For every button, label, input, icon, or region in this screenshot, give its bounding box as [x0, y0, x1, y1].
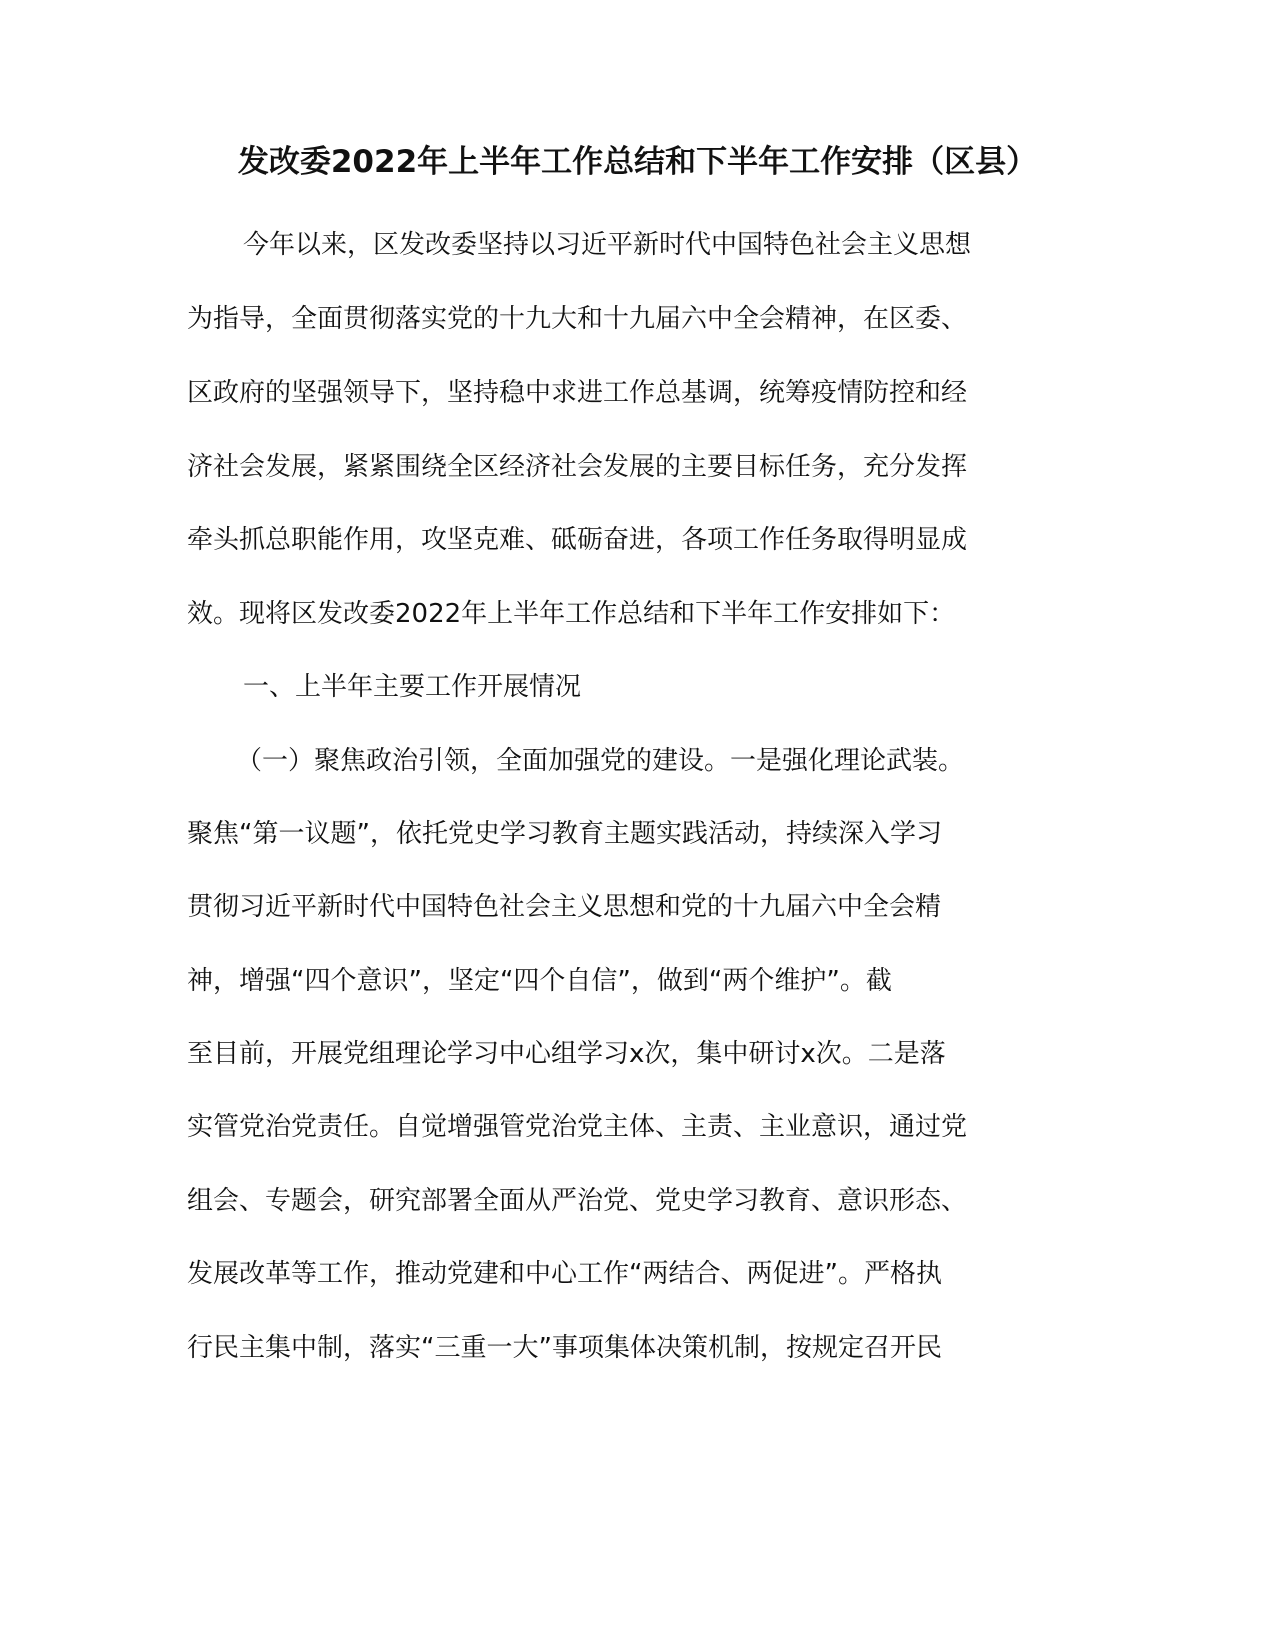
paragraph-line: 组会、专题会，研究部署全面从严治党、党史学习教育、意识形态、 [187, 1186, 968, 1216]
paragraph-line: 聚焦“第一议题”，依托党史学习教育主题实践活动，持续深入学习 [187, 819, 942, 849]
paragraph-line: 效。现将区发改委2022年上半年工作总结和下半年工作安排如下： [187, 599, 956, 629]
paragraph-line: 今年以来，区发改委坚持以习近平新时代中国特色社会主义思想 [243, 230, 972, 260]
document-title: 发改委2022年上半年工作总结和下半年工作安排（区县） [237, 144, 1038, 180]
paragraph-line: 牵头抓总职能作用，攻坚克难、砥砺奋进，各项工作任务取得明显成 [187, 525, 968, 555]
paragraph-line: 至目前，开展党组理论学习中心组学习x次，集中研讨x次。二是落 [187, 1039, 946, 1069]
paragraph-line: 贯彻习近平新时代中国特色社会主义思想和党的十九届六中全会精 [187, 892, 942, 922]
paragraph-line: 济社会发展，紧紧围绕全区经济社会发展的主要目标任务，充分发挥 [187, 452, 968, 482]
paragraph-line: （一）聚焦政治引领，全面加强党的建设。一是强化理论武装。 [236, 746, 965, 776]
paragraph-line: 神，增强“四个意识”，坚定“四个自信”，做到“两个维护”。截 [187, 966, 892, 996]
paragraph-line: 发展改革等工作，推动党建和中心工作“两结合、两促进”。严格执 [187, 1259, 942, 1289]
paragraph-line: 为指导，全面贯彻落实党的十九大和十九届六中全会精神，在区委、 [187, 304, 968, 334]
paragraph-line: 区政府的坚强领导下，坚持稳中求进工作总基调，统筹疫情防控和经 [187, 378, 968, 408]
paragraph-line: 行民主集中制，落实“三重一大”事项集体决策机制，按规定召开民 [187, 1333, 942, 1363]
paragraph-line: 实管党治党责任。自觉增强管党治党主体、主责、主业意识，通过党 [187, 1112, 968, 1142]
section-heading: 一、上半年主要工作开展情况 [243, 672, 582, 702]
